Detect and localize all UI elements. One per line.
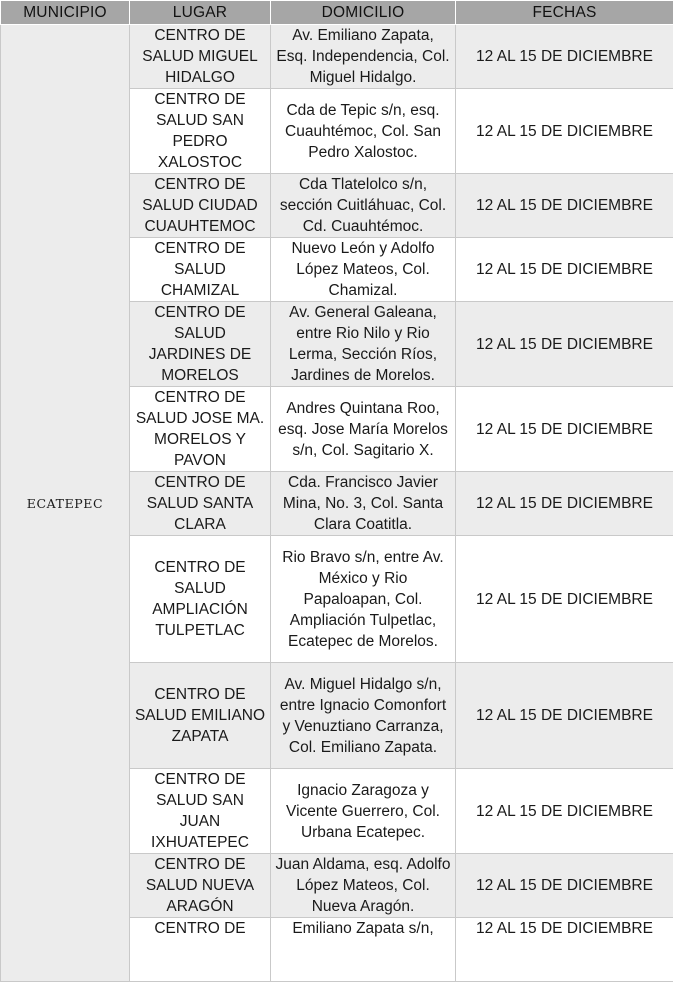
lugar-cell: CENTRO DE SALUD JARDINES DE MORELOS <box>130 302 271 387</box>
lugar-cell: CENTRO DE SALUD JOSE MA. MORELOS Y PAVON <box>130 387 271 472</box>
fechas-cell: 12 AL 15 DE DICIEMBRE <box>456 918 673 982</box>
fechas-cell: 12 AL 15 DE DICIEMBRE <box>456 663 673 769</box>
domicilio-cell: Ignacio Zaragoza y Vicente Guerrero, Col. Urbana Ecatepec. <box>271 769 456 854</box>
header-municipio: MUNICIPIO <box>1 1 130 25</box>
lugar-cell: CENTRO DE SALUD NUEVA ARAGÓN <box>130 854 271 918</box>
domicilio-cell: Rio Bravo s/n, entre Av. México y Rio Papaloapan, Col. Ampliación Tulpetlac, Ecatepec de Morelos. <box>271 536 456 663</box>
fechas-cell: 12 AL 15 DE DICIEMBRE <box>456 174 673 238</box>
fechas-cell: 12 AL 15 DE DICIEMBRE <box>456 302 673 387</box>
fechas-cell: 12 AL 15 DE DICIEMBRE <box>456 89 673 174</box>
header-domicilio: DOMICILIO <box>271 1 456 25</box>
lugar-cell: CENTRO DE SALUD CIUDAD CUAUHTEMOC <box>130 174 271 238</box>
domicilio-cell: Cda de Tepic s/n, esq. Cuauhtémoc, Col. San Pedro Xalostoc. <box>271 89 456 174</box>
lugar-cell: CENTRO DE SALUD SAN JUAN IXHUATEPEC <box>130 769 271 854</box>
header-fechas: FECHAS <box>456 1 673 25</box>
lugar-cell: CENTRO DE <box>130 918 271 982</box>
table-row <box>1 25 673 89</box>
header-lugar: LUGAR <box>130 1 271 25</box>
lugar-cell: CENTRO DE SALUD MIGUEL HIDALGO <box>130 25 271 89</box>
fechas-cell: 12 AL 15 DE DICIEMBRE <box>456 472 673 536</box>
fechas-cell: 12 AL 15 DE DICIEMBRE <box>456 238 673 302</box>
lugar-cell: CENTRO DE SALUD AMPLIACIÓN TULPETLAC <box>130 536 271 663</box>
domicilio-cell: Andres Quintana Roo, esq. Jose María Morelos s/n, Col. Sagitario X. <box>271 387 456 472</box>
lugar-cell: CENTRO DE SALUD SANTA CLARA <box>130 472 271 536</box>
lugar-cell: CENTRO DE SALUD EMILIANO ZAPATA <box>130 663 271 769</box>
fechas-cell: 12 AL 15 DE DICIEMBRE <box>456 25 673 89</box>
domicilio-cell: Cda Tlatelolco s/n, sección Cuitláhuac, Col. Cd. Cuauhtémoc. <box>271 174 456 238</box>
domicilio-cell: Nuevo León y Adolfo López Mateos, Col. Chamizal. <box>271 238 456 302</box>
fechas-cell: 12 AL 15 DE DICIEMBRE <box>456 854 673 918</box>
domicilio-cell: Av. Emiliano Zapata, Esq. Independencia, Col. Miguel Hidalgo. <box>271 25 456 89</box>
domicilio-cell: Emiliano Zapata s/n, <box>271 918 456 982</box>
domicilio-cell: Cda. Francisco Javier Mina, No. 3, Col. Santa Clara Coatitla. <box>271 472 456 536</box>
municipio-cell: ECATEPEC <box>1 25 130 982</box>
header-row <box>1 1 673 25</box>
domicilio-cell: Av. General Galeana, entre Rio Nilo y Rio Lerma, Sección Ríos, Jardines de Morelos. <box>271 302 456 387</box>
fechas-cell: 12 AL 15 DE DICIEMBRE <box>456 387 673 472</box>
domicilio-cell: Juan Aldama, esq. Adolfo López Mateos, Col. Nueva Aragón. <box>271 854 456 918</box>
fechas-cell: 12 AL 15 DE DICIEMBRE <box>456 769 673 854</box>
lugar-cell: CENTRO DE SALUD CHAMIZAL <box>130 238 271 302</box>
domicilio-cell: Av. Miguel Hidalgo s/n, entre Ignacio Comonfort y Venuztiano Carranza, Col. Emiliano Zapata. <box>271 663 456 769</box>
lugar-cell: CENTRO DE SALUD SAN PEDRO XALOSTOC <box>130 89 271 174</box>
fechas-cell: 12 AL 15 DE DICIEMBRE <box>456 536 673 663</box>
